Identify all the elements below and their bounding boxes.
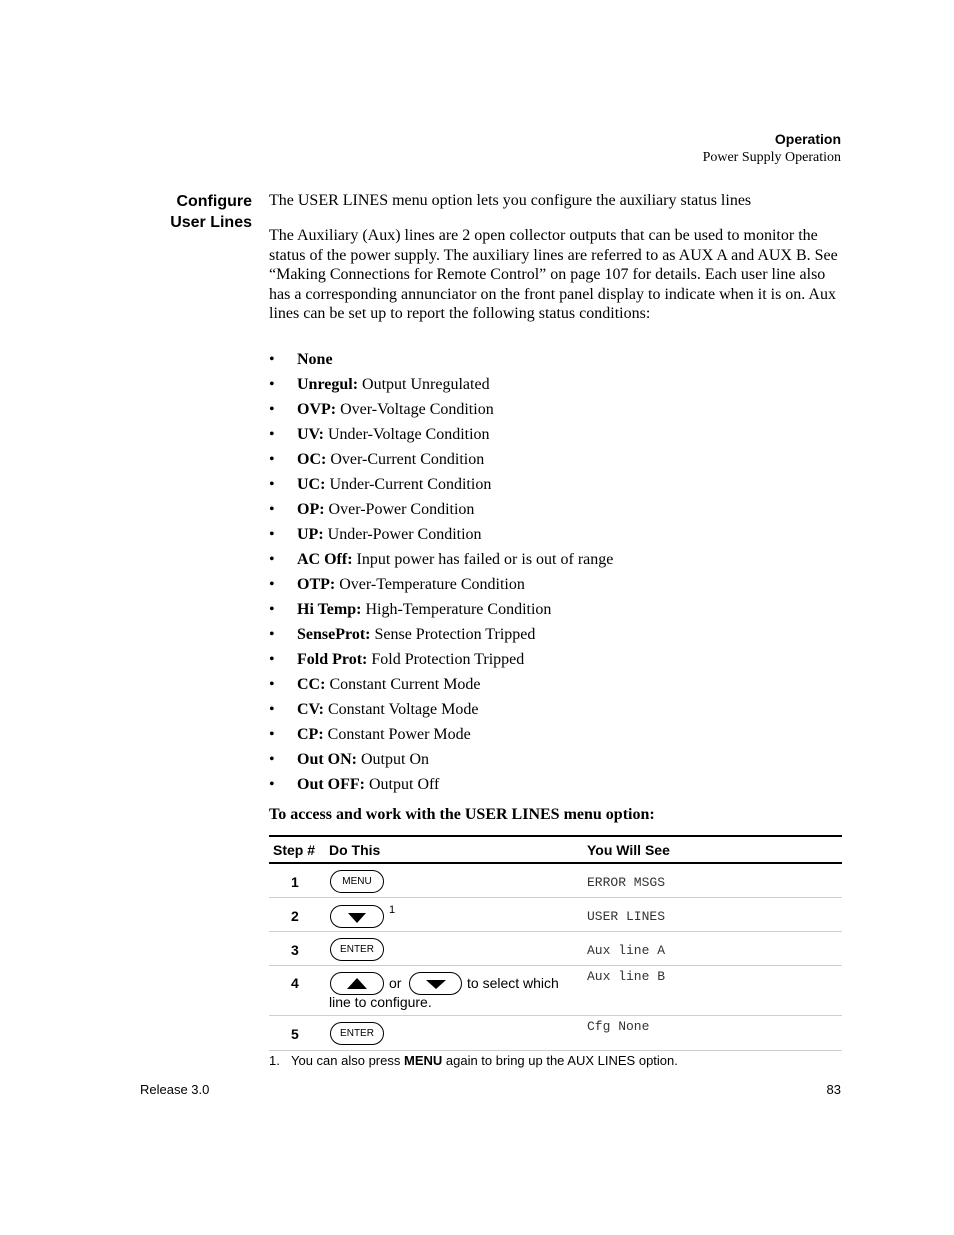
- step-number: 1: [291, 874, 299, 890]
- body-paragraph: The Auxiliary (Aux) lines are 2 open collector outputs that can be used to monitor the status of the power supply. The auxiliary lines are referred to as AUX A and AUX B. See “Making Connections for Remote Control” on page 107 for details. Each user line also has a corresponding annunciator on the front panel display to indicate when it is on. Aux lines can be set up to report the following status conditions:: [269, 227, 838, 322]
- condition-term: UV:: [297, 426, 324, 443]
- side-heading-line1: Configure: [176, 193, 252, 210]
- list-item: [269, 375, 613, 400]
- bullet-icon: •: [269, 726, 275, 743]
- display-text: USER LINES: [587, 909, 666, 924]
- condition-desc: Under-Voltage Condition: [323, 426, 490, 443]
- condition-term: Fold Prot:: [297, 651, 368, 668]
- enter-key-button[interactable]: ENTER: [330, 938, 384, 961]
- list-item: [269, 450, 613, 475]
- condition-desc: Input power has failed or is out of range: [352, 551, 614, 568]
- down-arrow-key-button[interactable]: [330, 905, 384, 928]
- or-text: or: [389, 975, 402, 991]
- condition-desc: Constant Voltage Mode: [323, 701, 479, 718]
- list-item: [269, 650, 613, 675]
- footer-release: Release 3.0: [140, 1082, 210, 1097]
- select-instruction-continued: line to configure.: [329, 994, 432, 1010]
- column-header-you-will-see: You Will See: [587, 842, 670, 858]
- list-item: [269, 550, 613, 575]
- display-text: Aux line B: [587, 969, 666, 984]
- condition-desc: High-Temperature Condition: [361, 601, 552, 618]
- bullet-icon: •: [269, 776, 275, 793]
- condition-term: OP:: [297, 501, 325, 518]
- condition-term: OC:: [297, 451, 327, 468]
- up-arrow-icon: [346, 973, 368, 994]
- display-text: ERROR MSGS: [587, 875, 666, 890]
- intro-paragraph: The USER LINES menu option lets you configure the auxiliary status lines: [269, 192, 752, 209]
- list-item: [269, 350, 613, 375]
- bullet-icon: •: [269, 626, 275, 643]
- condition-desc: Over-Power Condition: [324, 501, 475, 518]
- condition-desc: Under-Power Condition: [323, 526, 482, 543]
- down-arrow-icon: [347, 906, 367, 927]
- section-side-heading: [170, 191, 252, 233]
- table-header-row: [269, 835, 842, 864]
- procedure-table: [269, 835, 842, 1051]
- bullet-icon: •: [269, 751, 275, 768]
- list-item: [269, 575, 613, 600]
- list-item: [269, 475, 613, 500]
- bullet-icon: •: [269, 701, 275, 718]
- footer-page-number: 83: [826, 1082, 841, 1097]
- condition-desc: Under-Current Condition: [325, 476, 492, 493]
- footnote-number: 1.: [269, 1053, 280, 1068]
- list-item: [269, 400, 613, 425]
- step-number: 2: [291, 908, 299, 924]
- bullet-icon: •: [269, 501, 275, 518]
- list-item: [269, 750, 613, 775]
- condition-term: Unregul:: [297, 376, 359, 393]
- condition-term: AC Off:: [297, 551, 353, 568]
- condition-term: CV:: [297, 701, 324, 718]
- bullet-icon: •: [269, 576, 275, 593]
- step-number: 4: [291, 975, 299, 991]
- list-item: [269, 425, 613, 450]
- condition-desc: Over-Current Condition: [326, 451, 485, 468]
- list-item: [269, 500, 613, 525]
- condition-desc: Constant Power Mode: [323, 726, 471, 743]
- footnote-text-end: again to bring up the AUX LINES option.: [442, 1053, 678, 1068]
- table-row: [269, 932, 842, 966]
- list-item: [269, 675, 613, 700]
- status-condition-list: [269, 350, 613, 800]
- condition-term: CC:: [297, 676, 326, 693]
- down-arrow-key-button[interactable]: [409, 972, 462, 995]
- footnote-text: [291, 1053, 678, 1068]
- bullet-icon: •: [269, 451, 275, 468]
- condition-term: OVP:: [297, 401, 337, 418]
- bullet-icon: •: [269, 426, 275, 443]
- footnote-text-start: You can also press: [291, 1053, 404, 1068]
- list-item: [269, 625, 613, 650]
- bullet-icon: •: [269, 651, 275, 668]
- condition-term: OTP:: [297, 576, 336, 593]
- down-arrow-icon: [425, 973, 447, 994]
- step-number: 3: [291, 942, 299, 958]
- condition-desc: Output Unregulated: [358, 376, 490, 393]
- bullet-icon: •: [269, 351, 275, 368]
- condition-term: UP:: [297, 526, 324, 543]
- condition-desc: Sense Protection Tripped: [370, 626, 536, 643]
- condition-term: Hi Temp:: [297, 601, 362, 618]
- condition-desc: Over-Temperature Condition: [335, 576, 525, 593]
- condition-term: SenseProt:: [297, 626, 371, 643]
- list-item: [269, 525, 613, 550]
- list-item: [269, 775, 613, 800]
- condition-desc: Output Off: [365, 776, 440, 793]
- list-item: [269, 725, 613, 750]
- list-item: [269, 700, 613, 725]
- table-row: [269, 966, 842, 1016]
- footnote-marker: 1: [389, 904, 396, 916]
- bullet-icon: •: [269, 551, 275, 568]
- bullet-icon: •: [269, 601, 275, 618]
- menu-key-button[interactable]: MENU: [330, 870, 384, 893]
- condition-term: Out OFF:: [297, 776, 365, 793]
- up-arrow-key-button[interactable]: [330, 972, 384, 995]
- enter-key-button[interactable]: ENTER: [330, 1022, 384, 1045]
- table-row: [269, 864, 842, 898]
- running-header-chapter: Operation: [774, 131, 841, 147]
- footnote-key-name: MENU: [403, 1053, 443, 1068]
- condition-term: CP:: [297, 726, 324, 743]
- condition-desc: Output On: [357, 751, 429, 768]
- condition-term: UC:: [297, 476, 326, 493]
- condition-desc: Constant Current Mode: [325, 676, 481, 693]
- condition-desc: Over-Voltage Condition: [336, 401, 494, 418]
- procedure-heading: To access and work with the USER LINES menu option:: [269, 806, 655, 823]
- column-header-step: Step #: [273, 842, 316, 858]
- condition-term: None: [297, 351, 333, 368]
- running-header-section: Power Supply Operation: [702, 150, 841, 165]
- display-text: Cfg None: [587, 1019, 650, 1034]
- side-heading-line2: User Lines: [170, 214, 252, 231]
- bullet-icon: •: [269, 676, 275, 693]
- select-instruction: to select which: [467, 975, 559, 991]
- bullet-icon: •: [269, 476, 275, 493]
- condition-desc: Fold Protection Tripped: [367, 651, 525, 668]
- bullet-icon: •: [269, 526, 275, 543]
- list-item: [269, 600, 613, 625]
- bullet-icon: •: [269, 401, 275, 418]
- table-row: [269, 898, 842, 932]
- step-number: 5: [291, 1026, 299, 1042]
- table-row: [269, 1016, 842, 1051]
- condition-term: Out ON:: [297, 751, 357, 768]
- bullet-icon: •: [269, 376, 275, 393]
- display-text: Aux line A: [587, 943, 666, 958]
- column-header-do-this: Do This: [329, 842, 381, 858]
